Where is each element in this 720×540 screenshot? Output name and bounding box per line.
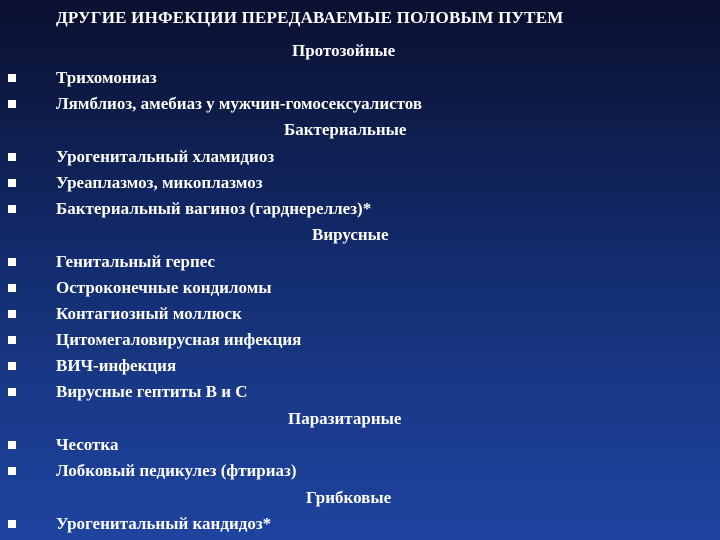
list-item-text: Генитальный герпес	[56, 252, 216, 271]
list-item-text: Бактериальный вагиноз (гарднереллез)*	[56, 199, 372, 218]
slide-title: ДРУГИЕ ИНФЕКЦИИ ПЕРЕДАВАЕМЫЕ ПОЛОВЫМ ПУТЕМ	[56, 8, 564, 27]
section-heading: Паразитарные	[288, 409, 402, 428]
square-bullet-icon	[8, 284, 16, 292]
square-bullet-icon	[8, 153, 16, 161]
list-item-text: Чесотка	[56, 435, 119, 454]
section-heading-protozoal	[0, 39, 720, 65]
list-item-text: Вирусные гептиты В и С	[56, 382, 248, 401]
square-bullet-icon	[8, 258, 16, 266]
list-item	[0, 302, 720, 328]
list-item	[0, 92, 720, 118]
square-bullet-icon	[8, 74, 16, 82]
list-item	[0, 276, 720, 302]
list-item	[0, 459, 720, 485]
section-heading: Грибковые	[306, 488, 392, 507]
section-heading: Вирусные	[312, 225, 389, 244]
square-bullet-icon	[8, 520, 16, 528]
list-item	[0, 145, 720, 171]
section-heading: Бактериальные	[284, 120, 407, 139]
list-item-text: Остроконечные кондиломы	[56, 278, 272, 297]
list-item	[0, 197, 720, 223]
square-bullet-icon	[8, 441, 16, 449]
list-item-text: Уреаплазмоз, микоплазмоз	[56, 173, 263, 192]
list-item	[0, 354, 720, 380]
list-item-text: Урогенитальный хламидиоз	[56, 147, 275, 166]
square-bullet-icon	[8, 205, 16, 213]
square-bullet-icon	[8, 336, 16, 344]
list-item-text: Лобковый педикулез (фтириаз)	[56, 461, 297, 480]
section-heading: Протозойные	[292, 41, 396, 60]
list-item	[0, 380, 720, 406]
list-item-text: Контагиозный моллюск	[56, 304, 242, 323]
section-heading-bacterial	[0, 118, 720, 144]
list-item	[0, 250, 720, 276]
square-bullet-icon	[8, 388, 16, 396]
list-item	[0, 171, 720, 197]
section-heading-viral	[0, 223, 720, 249]
list-item-text: Лямблиоз, амебиаз у мужчин-гомосексуалистов	[56, 94, 423, 113]
section-heading-fungal	[0, 486, 720, 512]
list-item	[0, 66, 720, 92]
list-item	[0, 328, 720, 354]
square-bullet-icon	[8, 310, 16, 318]
list-item-text: Урогенитальный кандидоз*	[56, 514, 272, 533]
square-bullet-icon	[8, 100, 16, 108]
list-item	[0, 512, 720, 538]
list-item-text: Цитомегаловирусная инфекция	[56, 330, 302, 349]
list-item-text: ВИЧ-инфекция	[56, 356, 177, 375]
section-heading-parasitic	[0, 407, 720, 433]
square-bullet-icon	[8, 362, 16, 370]
list-item-text: Трихомониаз	[56, 68, 157, 87]
square-bullet-icon	[8, 467, 16, 475]
list-item	[0, 433, 720, 459]
square-bullet-icon	[8, 179, 16, 187]
